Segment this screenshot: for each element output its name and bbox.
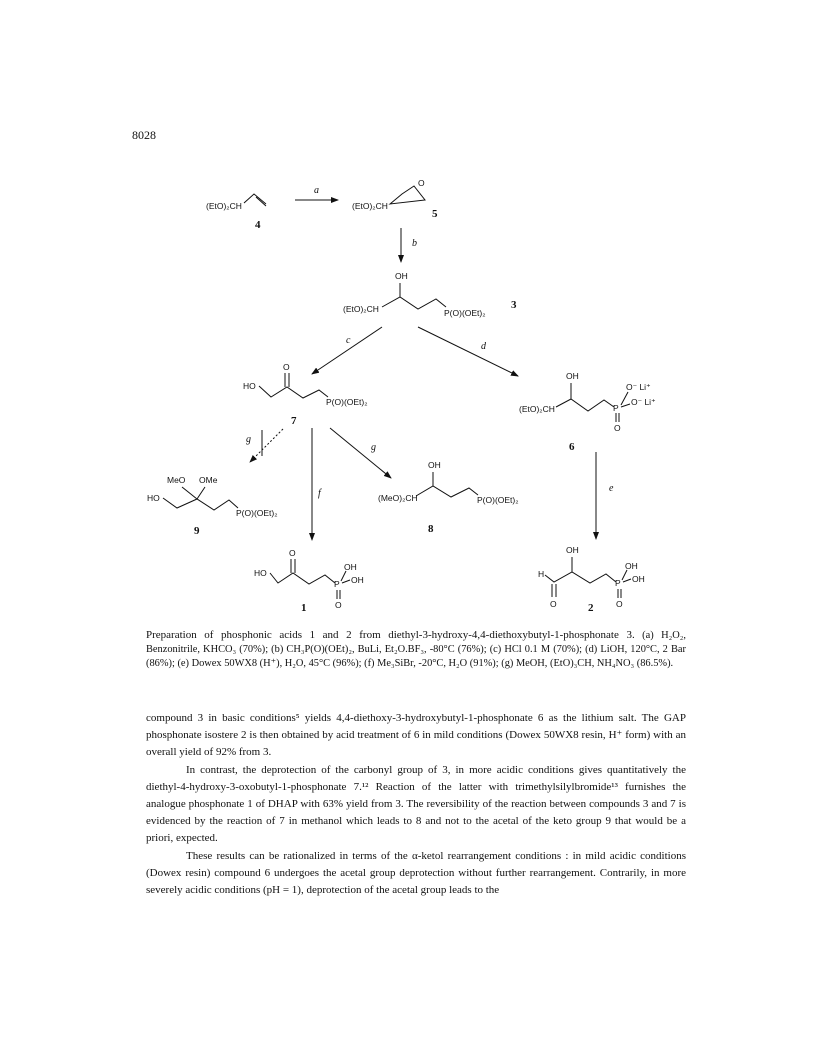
compound-1-oh-2: OH bbox=[351, 575, 364, 585]
compound-6-left: (EtO)₂CH bbox=[519, 404, 555, 414]
compound-3 bbox=[343, 271, 517, 318]
page-number: 8028 bbox=[132, 128, 156, 142]
compound-5-epoxide bbox=[390, 186, 425, 204]
compound-9-meo: MeO bbox=[167, 475, 186, 485]
compound-1-number: 1 bbox=[301, 602, 307, 614]
step-label-a: a bbox=[314, 185, 319, 196]
compound-4 bbox=[206, 194, 266, 231]
arrow-d bbox=[418, 327, 518, 376]
compound-8-chain bbox=[416, 486, 478, 497]
compound-9-number: 9 bbox=[194, 525, 200, 537]
compound-8 bbox=[378, 460, 519, 535]
compound-1-ho: HO bbox=[254, 568, 267, 578]
compound-2-oh-2: OH bbox=[632, 574, 645, 584]
step-label-g-blocked: g bbox=[246, 434, 251, 445]
compound-7 bbox=[243, 362, 368, 427]
scheme-caption bbox=[146, 628, 686, 671]
step-label-b: b bbox=[412, 238, 417, 249]
compound-6-oxygen: O bbox=[614, 423, 621, 433]
step-label-g: g bbox=[371, 442, 376, 453]
compound-6-p: P bbox=[613, 403, 619, 413]
compound-7-chain bbox=[259, 386, 328, 398]
compound-7-right: P(O)(OEt)₂ bbox=[326, 397, 368, 407]
compound-8-right: P(O)(OEt)₂ bbox=[477, 495, 519, 505]
compound-2-h: H bbox=[538, 569, 545, 579]
compound-5-label: (EtO)₂CH bbox=[352, 201, 388, 211]
arrow-g bbox=[330, 428, 391, 478]
compound-1-chain bbox=[270, 573, 335, 584]
compound-3-left: (EtO)₂CH bbox=[343, 304, 379, 314]
compound-8-number: 8 bbox=[428, 523, 434, 535]
compound-2-oh-1: OH bbox=[625, 561, 638, 571]
compound-6 bbox=[519, 371, 656, 453]
step-label-e: e bbox=[609, 483, 614, 494]
compound-2 bbox=[538, 545, 645, 614]
body-text bbox=[146, 710, 686, 899]
arrow-g-blocked-dashed bbox=[250, 429, 283, 462]
compound-6-o-li-2: O⁻ Li⁺ bbox=[631, 397, 656, 407]
compound-5-number: 5 bbox=[432, 208, 438, 220]
compound-2-chain bbox=[545, 572, 616, 583]
compound-7-ho: HO bbox=[243, 381, 256, 391]
compound-9-chain bbox=[163, 498, 238, 510]
compound-9-ho: HO bbox=[147, 493, 160, 503]
compound-7-oxygen: O bbox=[283, 362, 290, 372]
compound-1-oxygen-top: O bbox=[289, 548, 296, 558]
compound-6-oh: OH bbox=[566, 371, 579, 381]
compound-2-number: 2 bbox=[588, 602, 594, 614]
compound-8-left: (MeO)₂CH bbox=[378, 493, 418, 503]
compound-2-p: P bbox=[615, 578, 621, 588]
compound-2-oh-top: OH bbox=[566, 545, 579, 555]
caption-lead: Preparation of phosphonic acids 1 and 2 from diethyl-3-hydroxy-4,4-diethoxybutyl-1-phosphonate 3. bbox=[146, 629, 635, 641]
compound-9-right: P(O)(OEt)₂ bbox=[236, 508, 278, 518]
compound-3-right: P(O)(OEt)₂ bbox=[444, 308, 486, 318]
compound-2-oxygen-bottom: O bbox=[616, 599, 623, 609]
compound-1-p: P bbox=[334, 579, 340, 589]
compound-1-oxygen-bottom: O bbox=[335, 600, 342, 610]
compound-5-oxygen: O bbox=[418, 178, 425, 188]
compound-8-oh: OH bbox=[428, 460, 441, 470]
compound-6-o-li-1: O⁻ Li⁺ bbox=[626, 382, 651, 392]
caption-conditions: (a) H₂O₂, Benzonitrile, KHCO₃ (70%); (b) CH₃P(O)(OEt)₂, BuLi, Et₂O.BF₃, -80°C (76%); (c) HCl 0.1 M (70%); (d) LiOH, 120°C, 2 Bar (86%); (e) Dowex 50WX8 (H⁺), H₂O, 45°C (96%); (f) Me₃SiBr, -20°C, H₂O (91%); (g) MeOH, (EtO)₃CH, NH₄NO₃ (86.5%). bbox=[146, 630, 687, 669]
compound-7-number: 7 bbox=[291, 415, 297, 427]
compound-1-oh-1: OH bbox=[344, 562, 357, 572]
compound-4-number: 4 bbox=[255, 219, 261, 231]
compound-6-chain bbox=[556, 399, 614, 411]
compound-1 bbox=[254, 548, 364, 614]
paragraph-2: In contrast, the deprotection of the carbonyl group of 3, in more acidic conditions gives quantitatively the diethyl-4-hydroxy-3-oxobutyl-1-phosphonate 7.¹² Reaction of the latter with trimethylsilylbromide¹³ furnishes the analogue phosphonate 1 of DHAP with 63% yield from 3. The reversibility of the reaction between compounds 3 and 7 is evidenced by the reaction of 7 in methanol which leads to 8 and not to the acetal of the keto group 9 that would be a priori, expected. bbox=[146, 763, 686, 845]
compound-3-chain bbox=[382, 297, 446, 309]
step-label-d: d bbox=[481, 341, 486, 352]
step-label-f: f bbox=[318, 488, 321, 499]
compound-9 bbox=[147, 475, 278, 537]
compound-2-oxygen-aldehyde: O bbox=[550, 599, 557, 609]
compound-5 bbox=[352, 178, 438, 220]
compound-3-oh: OH bbox=[395, 271, 408, 281]
compound-6-number: 6 bbox=[569, 441, 575, 453]
step-label-c: c bbox=[346, 335, 351, 346]
compound-3-number: 3 bbox=[511, 299, 517, 311]
compound-9-ome: OMe bbox=[199, 475, 218, 485]
paragraph-3: These results can be rationalized in terms of the α-ketol rearrangement conditions : in mild acidic conditions (Dowex resin) compound 6 undergoes the acetal group deprotection without further rearrangement. Contrarily, in more severely acidic conditions (pH = 1), deprotection of the acetal group leads to the bbox=[146, 849, 686, 897]
compound-4-label: (EtO)₂CH bbox=[206, 201, 242, 211]
paragraph-1: compound 3 in basic conditions⁵ yields 4,4-diethoxy-3-hydroxybutyl-1-phosphonate 6 as the lithium salt. The GAP phosphonate isostere 2 is then obtained by acid treatment of 6 in mild conditions (Dowex 50WX8 resin, H⁺ form) with an overall yield of 92% from 3. bbox=[146, 712, 686, 759]
